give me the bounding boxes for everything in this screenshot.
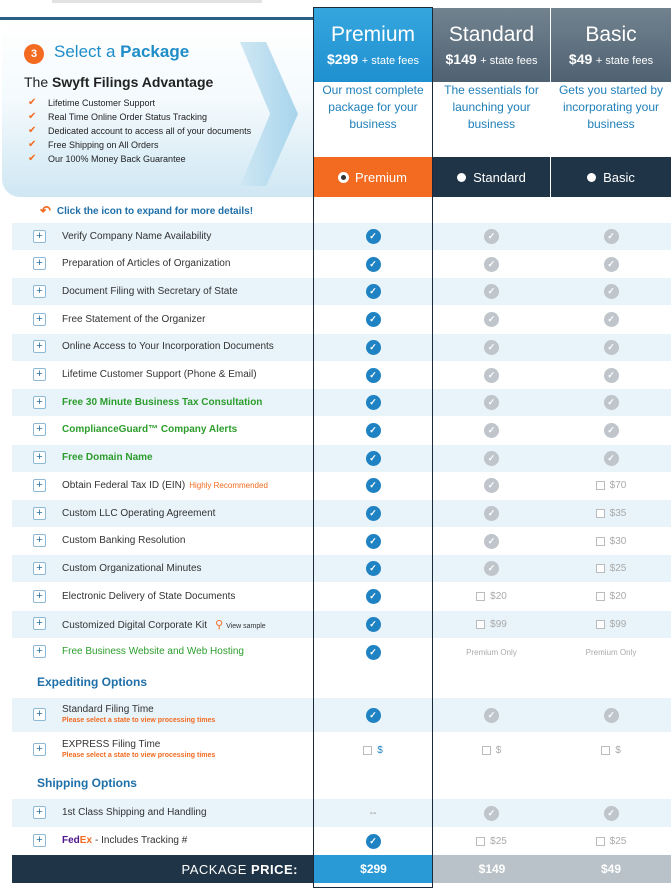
package-price: $49 + state fees <box>568 51 654 67</box>
expand-plus-icon[interactable]: + <box>33 534 46 547</box>
table-row <box>12 417 671 444</box>
package-name: Basic <box>585 23 637 46</box>
checkmark-icon: ✓ <box>366 451 381 466</box>
basic-cell <box>551 528 671 555</box>
checkmark-icon: ✓ <box>366 229 381 244</box>
premium-cell <box>314 445 432 472</box>
premium-cell <box>314 528 432 555</box>
checkmark-icon: ✓ <box>604 451 619 466</box>
standard-cell <box>433 334 550 361</box>
expand-hint: ↶ Click the icon to expand for more details! <box>40 203 254 218</box>
expand-plus-icon[interactable]: + <box>33 285 46 298</box>
checkmark-icon: ✓ <box>484 312 499 327</box>
checkmark-icon: ✓ <box>366 257 381 272</box>
standard-cell <box>433 528 550 555</box>
basic-cell <box>551 583 671 610</box>
checkmark-icon: ✓ <box>484 561 499 576</box>
feature-label-text: EXPRESS Filing Time <box>62 739 161 750</box>
table-row <box>12 223 671 250</box>
table-row <box>12 611 671 638</box>
basic-cell <box>551 639 671 666</box>
checkmark-icon: ✓ <box>366 284 381 299</box>
premium-cell <box>314 733 432 767</box>
checkmark-icon: ✓ <box>604 368 619 383</box>
add-on-price: $ <box>495 744 502 756</box>
premium-cell <box>314 417 432 444</box>
standard-cell <box>433 555 550 582</box>
checkmark-icon: ✓ <box>604 340 619 355</box>
package-price: $299 + state fees <box>327 51 419 67</box>
feature-label-text: Free 30 Minute Business Tax Consultation <box>62 396 263 408</box>
standard-cell <box>433 827 550 855</box>
expand-plus-icon[interactable]: + <box>33 562 46 575</box>
table-row <box>12 799 671 827</box>
feature-label <box>62 397 262 408</box>
premium-cell <box>314 583 432 610</box>
feature-label-text: Document Filing with Secretary of State <box>62 285 238 297</box>
table-row <box>12 445 671 472</box>
expand-plus-icon[interactable]: + <box>33 806 46 819</box>
standard-cell <box>433 472 550 499</box>
feature-label-text: Verify Company Name Availability <box>62 230 212 242</box>
checkmark-icon: ✓ <box>366 534 381 549</box>
basic-cell <box>551 417 671 444</box>
add-on-price: $20 <box>609 591 627 603</box>
table-row <box>12 334 671 361</box>
feature-label-text: Custom LLC Operating Agreement <box>62 507 216 519</box>
radio-label: Premium <box>354 169 407 185</box>
package-description: The essentials for launching your business <box>444 83 539 131</box>
add-on-price: $20 <box>490 591 507 603</box>
standard-cell <box>433 611 550 638</box>
not-applicable-text: -- <box>369 807 377 819</box>
radio-icon <box>457 173 466 182</box>
feature-label <box>62 480 268 491</box>
add-on-price: $25 <box>490 835 507 847</box>
table-row <box>12 306 671 333</box>
checkmark-icon: ✓ <box>484 534 499 549</box>
feature-label <box>62 704 154 715</box>
add-on-checkbox[interactable] <box>482 746 491 755</box>
basic-cell <box>551 500 671 527</box>
checkmark-icon: ✓ <box>366 340 381 355</box>
premium-column-header <box>314 8 432 157</box>
checkmark-icon: ✓ <box>484 395 499 410</box>
table-row <box>12 528 671 555</box>
expediting-section-title: Expediting Options <box>37 675 147 689</box>
processing-time-note: Please select a state to view processing times <box>62 717 216 724</box>
checkmark-icon: ✓ <box>604 257 619 272</box>
fedex-logo-fed: Fed <box>62 835 80 846</box>
premium-cell <box>314 555 432 582</box>
expand-plus-icon[interactable]: + <box>33 451 46 464</box>
basic-cell <box>551 799 671 827</box>
table-row <box>12 827 671 855</box>
checkmark-icon: ✓ <box>366 589 381 604</box>
benefit-item: ✔ Dedicated account to access all of your documents <box>28 125 252 136</box>
feature-label <box>62 314 205 325</box>
expand-plus-icon[interactable]: + <box>33 257 46 270</box>
basic-cell <box>551 611 671 638</box>
table-row <box>12 362 671 389</box>
package-description: Our most complete package for your business <box>322 83 424 131</box>
basic-cell <box>551 389 671 416</box>
expand-plus-icon[interactable]: + <box>33 313 46 326</box>
checkmark-icon: ✓ <box>366 645 381 660</box>
add-on-price: $25 <box>609 563 627 575</box>
add-on-checkbox[interactable] <box>476 592 485 601</box>
select-standard-radio[interactable] <box>433 157 550 197</box>
feature-label <box>62 563 202 574</box>
checkmark-icon: ✓ <box>484 284 499 299</box>
feature-label-text: Obtain Federal Tax ID (EIN) <box>62 479 186 491</box>
premium-cell <box>314 389 432 416</box>
basic-cell <box>551 827 671 855</box>
benefit-item: ✔ Our 100% Money Back Guarantee <box>28 153 186 164</box>
table-row <box>12 251 671 278</box>
feature-label <box>62 452 153 463</box>
radio-icon <box>587 173 596 182</box>
premium-cell <box>314 698 432 732</box>
basic-cell <box>551 362 671 389</box>
basic-cell <box>551 334 671 361</box>
feature-label-text: Custom Organizational Minutes <box>62 562 202 574</box>
standard-cell <box>433 639 550 666</box>
checkmark-icon: ✓ <box>366 834 381 849</box>
package-price-footer <box>12 855 671 883</box>
add-on-price: $25 <box>609 835 627 847</box>
feature-label <box>62 424 237 435</box>
basic-cell <box>551 251 671 278</box>
shipping-section-title: Shipping Options <box>37 776 137 790</box>
feature-label-text: Electronic Delivery of State Documents <box>62 590 236 602</box>
feature-label <box>62 835 187 846</box>
basic-cell <box>551 278 671 305</box>
table-row <box>12 583 671 610</box>
magnifier-icon[interactable]: ⚲ <box>215 619 224 632</box>
table-row <box>12 698 671 732</box>
checkmark-icon: ✓ <box>484 478 499 493</box>
add-on-checkbox[interactable] <box>363 746 372 755</box>
view-sample-link[interactable]: View sample <box>226 623 266 631</box>
standard-cell <box>433 362 550 389</box>
package-description: Gets you started by incorporating your business <box>558 83 664 131</box>
checkmark-icon: ✓ <box>484 340 499 355</box>
feature-label <box>62 591 235 602</box>
basic-cell <box>551 698 671 732</box>
feature-label <box>62 231 211 242</box>
feature-label-text: ComplianceGuard™ Company Alerts <box>62 424 238 436</box>
processing-time-note: Please select a state to view processing times <box>62 752 216 759</box>
benefit-item: ✔ Real Time Online Order Status Tracking <box>28 111 208 122</box>
premium-cell <box>314 472 432 499</box>
standard-cell <box>433 583 550 610</box>
checkmark-icon: ✓ <box>484 257 499 272</box>
page-title: Select a Package <box>54 42 190 61</box>
standard-cell <box>433 417 550 444</box>
premium-cell <box>314 223 432 250</box>
premium-cell <box>314 611 432 638</box>
basic-total-price: $49 <box>551 855 671 883</box>
standard-cell <box>433 223 550 250</box>
expand-plus-icon[interactable]: + <box>33 834 46 847</box>
feature-label-text: Lifetime Customer Support (Phone & Email) <box>62 369 257 380</box>
premium-total-price: $299 <box>314 855 433 883</box>
standard-cell <box>433 799 550 827</box>
checkmark-icon: ✓ <box>366 423 381 438</box>
checkmark-icon: ✓ <box>604 395 619 410</box>
curved-arrow-icon: ↶ <box>40 203 51 218</box>
expand-plus-icon[interactable]: + <box>33 423 46 436</box>
checkmark-icon: ✔ <box>28 97 37 108</box>
feature-label-text: Free Statement of the Organizer <box>62 313 206 325</box>
feature-label <box>62 535 185 546</box>
basic-cell <box>551 223 671 250</box>
add-on-checkbox[interactable] <box>596 509 605 518</box>
premium-cell <box>314 362 432 389</box>
feature-label <box>62 739 160 750</box>
premium-cell <box>314 799 432 827</box>
table-row <box>12 389 671 416</box>
standard-column-header <box>433 8 550 157</box>
checkmark-icon: ✓ <box>484 506 499 521</box>
premium-only-text: Premium Only <box>585 647 637 657</box>
highly-recommended-tag: Highly Recommended <box>189 480 268 490</box>
standard-cell <box>433 389 550 416</box>
basic-cell <box>551 306 671 333</box>
benefit-item: ✔ Free Shipping on All Orders <box>28 139 159 150</box>
select-premium-radio[interactable] <box>314 157 432 197</box>
feature-label <box>62 508 215 519</box>
checkmark-icon: ✓ <box>366 506 381 521</box>
premium-cell <box>314 278 432 305</box>
basic-cell <box>551 445 671 472</box>
checkmark-icon: ✓ <box>366 617 381 632</box>
checkmark-icon: ✓ <box>604 708 619 723</box>
add-on-price: $70 <box>609 480 627 492</box>
add-on-price: $99 <box>490 618 507 630</box>
checkmark-icon: ✓ <box>604 423 619 438</box>
top-divider <box>52 0 262 3</box>
package-name: Premium <box>330 23 415 46</box>
chevron-arrow-graphic <box>240 42 298 186</box>
add-on-checkbox[interactable] <box>596 592 605 601</box>
package-name: Standard <box>448 23 535 46</box>
advantage-panel <box>2 20 314 197</box>
advantage-heading: The Swyft Filings Advantage <box>24 74 214 90</box>
add-on-checkbox[interactable] <box>476 620 485 629</box>
benefit-item: ✔ Lifetime Customer Support <box>28 97 156 108</box>
premium-cell <box>314 306 432 333</box>
expand-plus-icon[interactable]: + <box>33 708 46 721</box>
add-on-price: $35 <box>609 508 627 519</box>
expand-plus-icon[interactable]: + <box>33 645 46 658</box>
feature-label <box>62 618 266 631</box>
feature-label-text: Free Domain Name <box>62 452 153 464</box>
add-on-price: $99 <box>609 618 627 630</box>
package-price-label: PACKAGE PRICE: <box>12 855 314 883</box>
premium-cell <box>314 334 432 361</box>
checkmark-icon: ✔ <box>28 153 37 164</box>
checkmark-icon: ✓ <box>604 284 619 299</box>
checkmark-icon: ✓ <box>604 312 619 327</box>
premium-cell <box>314 827 432 855</box>
premium-cell <box>314 500 432 527</box>
table-row <box>12 278 671 305</box>
standard-cell <box>433 251 550 278</box>
checkmark-icon: ✓ <box>484 708 499 723</box>
feature-label <box>62 369 257 380</box>
checkmark-icon: ✓ <box>366 368 381 383</box>
premium-only-text: Premium Only <box>466 647 517 657</box>
feature-label-text: Online Access to Your Incorporation Documents <box>62 341 274 353</box>
table-row <box>12 472 671 499</box>
expand-plus-icon[interactable]: + <box>33 396 46 409</box>
checkmark-icon: ✓ <box>484 806 499 821</box>
add-on-checkbox[interactable] <box>596 620 605 629</box>
standard-cell <box>433 445 550 472</box>
expand-plus-icon[interactable]: + <box>33 230 46 243</box>
feature-label <box>62 258 230 269</box>
checkmark-icon: ✔ <box>28 139 37 150</box>
add-on-checkbox[interactable] <box>476 837 485 846</box>
checkmark-icon: ✓ <box>366 561 381 576</box>
feature-label-text: 1st Class Shipping and Handling <box>62 807 207 818</box>
checkmark-icon: ✓ <box>484 451 499 466</box>
checkmark-icon: ✓ <box>366 395 381 410</box>
feature-label-text: Custom Banking Resolution <box>62 535 186 547</box>
feature-label <box>62 286 238 297</box>
add-on-checkbox[interactable] <box>601 746 610 755</box>
standard-cell <box>433 278 550 305</box>
expand-plus-icon[interactable]: + <box>33 479 46 492</box>
add-on-price: $30 <box>609 535 627 547</box>
checkmark-icon: ✓ <box>366 478 381 493</box>
checkmark-icon: ✔ <box>28 125 37 136</box>
standard-cell <box>433 698 550 732</box>
expand-plus-icon[interactable]: + <box>33 368 46 381</box>
checkmark-icon: ✔ <box>28 111 37 122</box>
package-price: $149 + state fees <box>445 51 538 67</box>
checkmark-icon: ✓ <box>604 806 619 821</box>
expand-plus-icon[interactable]: + <box>33 507 46 520</box>
add-on-price: $ <box>377 744 383 756</box>
step-number-badge: 3 <box>24 44 44 64</box>
checkmark-icon: ✓ <box>366 312 381 327</box>
standard-cell <box>433 500 550 527</box>
feature-label-text: Free Business Website and Web Hosting <box>62 646 244 657</box>
feature-label-text: Preparation of Articles of Organization <box>62 258 231 270</box>
feature-label <box>62 646 244 657</box>
feature-label-text: - Includes Tracking # <box>95 835 188 846</box>
premium-cell <box>314 251 432 278</box>
add-on-checkbox[interactable] <box>596 837 605 846</box>
fedex-logo <box>62 835 92 846</box>
fedex-logo-ex: Ex <box>79 835 93 846</box>
checkmark-icon: ✓ <box>484 368 499 383</box>
feature-label <box>62 341 274 352</box>
basic-cell <box>551 472 671 499</box>
add-on-checkbox[interactable] <box>596 564 605 573</box>
add-on-checkbox[interactable] <box>596 481 605 490</box>
feature-label <box>62 807 207 818</box>
checkmark-icon: ✓ <box>484 423 499 438</box>
standard-cell <box>433 733 550 767</box>
table-row <box>12 639 671 666</box>
basic-cell <box>551 733 671 767</box>
basic-cell <box>551 555 671 582</box>
table-row <box>12 555 671 582</box>
standard-total-price: $149 <box>433 855 551 883</box>
table-row <box>12 500 671 527</box>
expand-plus-icon[interactable]: + <box>33 590 46 603</box>
radio-label: Basic <box>603 169 635 185</box>
feature-label-text: Customized Digital Corporate Kit <box>62 620 208 632</box>
expand-plus-icon[interactable]: + <box>33 340 46 353</box>
add-on-price: $ <box>615 744 621 756</box>
checkmark-icon: ✓ <box>604 229 619 244</box>
feature-label-text: Standard Filing Time <box>62 704 154 715</box>
expand-plus-icon[interactable]: + <box>33 617 46 630</box>
premium-cell <box>314 639 432 666</box>
select-basic-radio[interactable] <box>551 157 671 197</box>
checkmark-icon: ✓ <box>366 708 381 723</box>
table-row <box>12 733 671 767</box>
checkmark-icon: ✓ <box>484 229 499 244</box>
standard-cell <box>433 306 550 333</box>
radio-selected-icon <box>339 173 348 182</box>
add-on-checkbox[interactable] <box>596 537 605 546</box>
radio-label: Standard <box>473 169 526 185</box>
basic-column-header <box>551 8 671 157</box>
expand-plus-icon[interactable]: + <box>33 743 46 756</box>
